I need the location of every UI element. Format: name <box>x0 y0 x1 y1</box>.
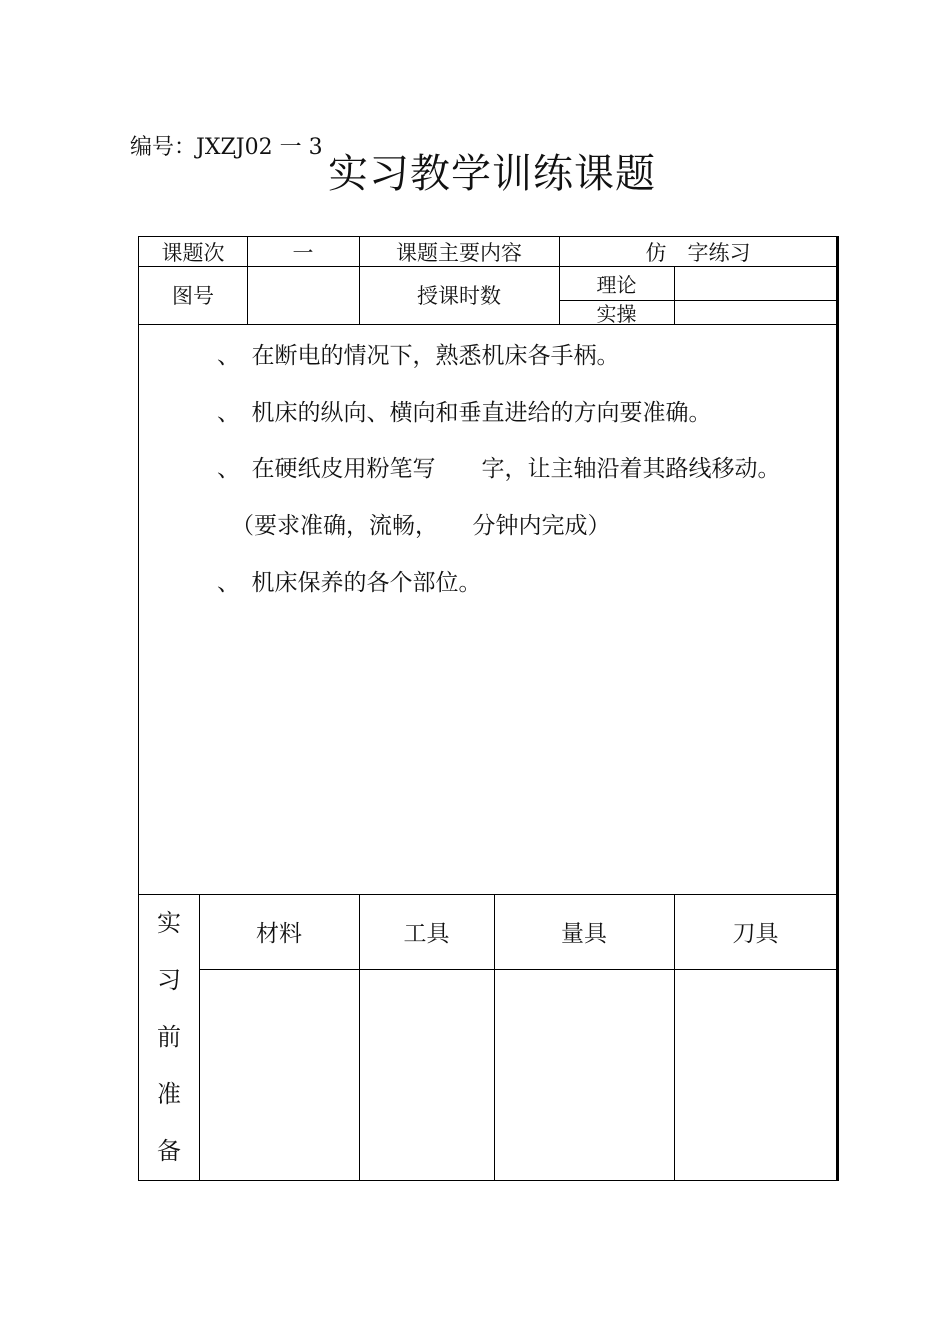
theory-hours-value <box>674 266 837 300</box>
topic-label: 课题主要内容 <box>396 240 522 265</box>
tools-header: 工具 <box>403 921 450 947</box>
materials-cell <box>199 969 359 1179</box>
row-divider <box>139 324 837 325</box>
practice-hours-value <box>674 300 837 324</box>
teaching-hours-label: 授课时数 <box>417 284 501 308</box>
measuring-tools-header: 量具 <box>561 921 607 947</box>
prep-label-char: 实 <box>157 909 181 937</box>
pre-practice-prep-label <box>139 895 199 1180</box>
topic-value: 仿 字练习 <box>645 240 751 265</box>
content-note: （要求准确，流畅， 分钟内完成） <box>231 513 611 539</box>
prep-label-char: 习 <box>157 966 181 994</box>
tools-cell <box>359 969 494 1179</box>
session-label: 课题次 <box>161 240 225 265</box>
content-item: 、 机床保养的各个部位。 <box>217 570 482 596</box>
document-number: 编号：JXZJ02 一 3 <box>130 135 323 160</box>
lesson-table <box>138 236 839 1181</box>
practice-label: 实操 <box>596 301 637 326</box>
theory-label: 理论 <box>596 272 637 297</box>
cutting-tools-header: 刀具 <box>732 921 779 947</box>
drawing-number-label: 图号 <box>172 284 214 308</box>
session-value: 一 <box>292 240 314 265</box>
content-item: 、 机床的纵向、横向和垂直进给的方向要准确。 <box>217 400 712 426</box>
materials-header: 材料 <box>256 921 302 947</box>
drawing-number-value <box>247 266 359 324</box>
content-item: 、 在硬纸皮用粉笔写 字，让主轴沿着其路线移动。 <box>217 456 781 482</box>
prep-label-char: 准 <box>157 1080 181 1108</box>
prep-label-char: 前 <box>157 1023 181 1051</box>
measuring-tools-cell <box>494 969 674 1179</box>
page-title: 实习教学训练课题 <box>328 151 656 197</box>
content-item: 、 在断电的情况下，熟悉机床各手柄。 <box>217 343 620 369</box>
prep-label-char: 备 <box>157 1137 181 1165</box>
cutting-tools-cell <box>674 969 837 1179</box>
